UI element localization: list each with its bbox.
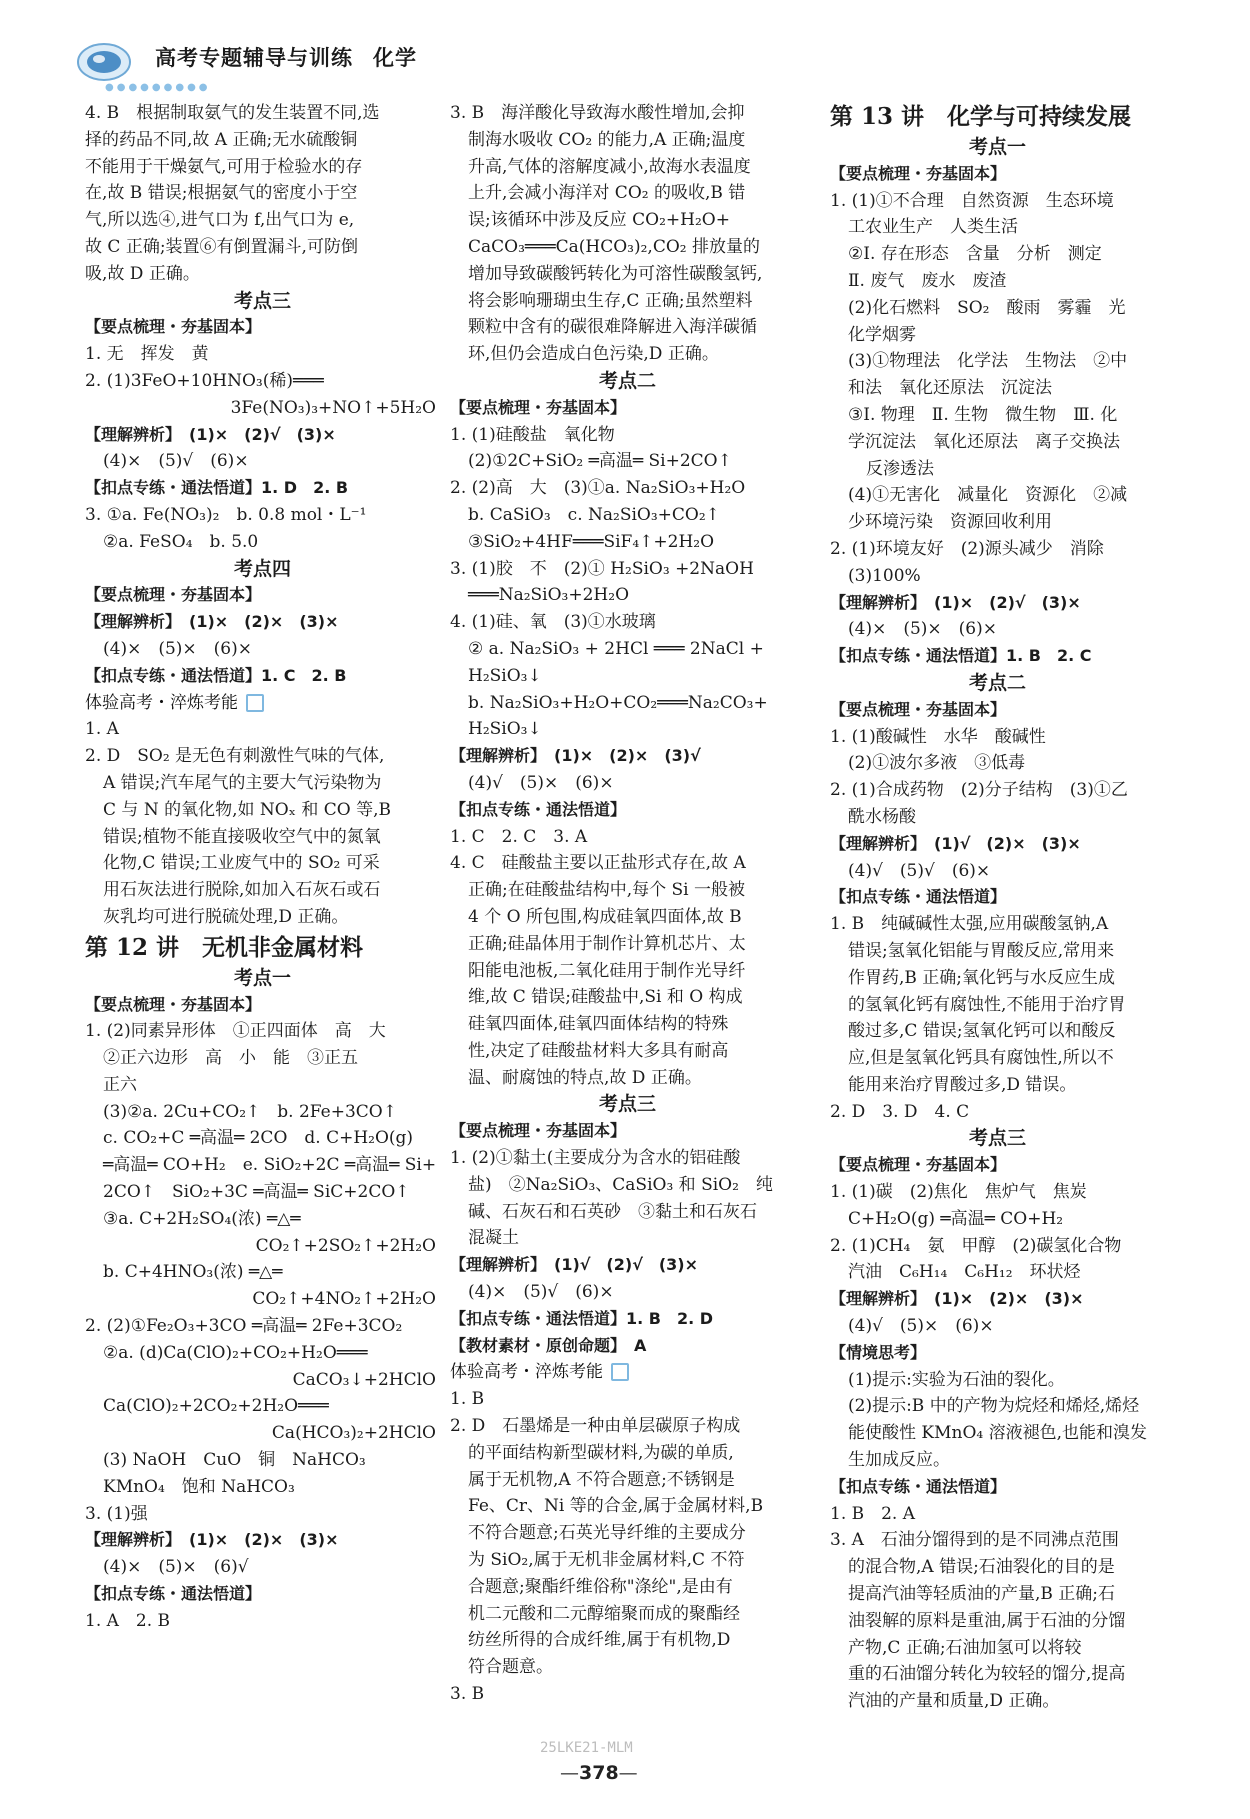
- section-heading: 【扣点专练・通法悟道】: [450, 799, 627, 819]
- text-line: 吸,故 D 正确。: [85, 263, 200, 284]
- topic-heading: 考点一: [233, 966, 291, 989]
- text-line: ═══Na₂SiO₃+2H₂O: [468, 585, 630, 606]
- section-heading: 【理解辨析】 (1)× (2)× (3)×: [830, 1289, 1084, 1309]
- text-line: (4)√ (5)× (6)×: [468, 772, 614, 793]
- text-line: 误;该循环中涉及反应 CO₂+H₂O+: [468, 210, 730, 231]
- header-dots: ●●●●●●●●●: [105, 82, 211, 93]
- column-middle: [450, 100, 805, 1708]
- text-line: 提高汽油等轻质油的产量,B 正确;石: [848, 1584, 1116, 1605]
- text-line: 错误;植物不能直接吸收空气中的氮氧: [103, 826, 381, 847]
- topic-heading: 考点二: [598, 369, 656, 392]
- text-line: ═高温═ CO+H₂ e. SiO₂+2C ═高温═ Si+: [103, 1155, 437, 1176]
- text-line: 重的石油馏分转化为较轻的馏分,提高: [848, 1664, 1126, 1685]
- section-heading: 【理解辨析】 (1)√ (2)√ (3)×: [450, 1255, 699, 1275]
- text-line: 硅氧四面体,硅氧四面体结构的特殊: [468, 1014, 729, 1035]
- text-line: 应,但是氢氧化钙具有腐蚀性,所以不: [848, 1048, 1114, 1069]
- text-line: KMnO₄ 饱和 NaHCO₃: [103, 1476, 295, 1497]
- text-line: 碱、石灰石和石英砂 ③黏土和石灰石: [468, 1201, 757, 1222]
- topic-heading: 考点二: [968, 671, 1026, 694]
- text-line: 升高,气体的溶解度减小,故海水表温度: [468, 156, 751, 177]
- text-line: 2. (2)①Fe₂O₃+3CO ═高温═ 2Fe+3CO₂: [85, 1316, 403, 1337]
- section-heading: 【理解辨析】 (1)× (2)× (3)×: [85, 612, 339, 632]
- chapter-title: 第 13 讲 化学与可持续发展: [830, 103, 1132, 130]
- text-line: 2. D SO₂ 是无色有刺激性气味的气体,: [85, 746, 385, 767]
- section-heading: 【扣点专练・通法悟道】1. C 2. B: [85, 665, 347, 685]
- section-heading: 【要点梳理・夯基固本】: [85, 994, 262, 1014]
- section-heading: 【教材素材・原创命题】 A: [450, 1335, 647, 1355]
- text-line: 1. (2)同素异形体 ①正四面体 高 大: [85, 1021, 386, 1042]
- section-heading: 【要点梳理・夯基固本】: [85, 317, 262, 337]
- text-line: 反渗透法: [866, 458, 934, 479]
- section-heading: 【扣点专练・通法悟道】1. D 2. B: [85, 478, 349, 498]
- text-line: 上升,会减小海洋对 CO₂ 的吸收,B 错: [468, 183, 746, 204]
- text-line: 不能用于干燥氨气,可用于检验水的存: [85, 156, 363, 177]
- text-line: 2. D 石墨烯是一种由单层碳原子构成: [450, 1416, 741, 1437]
- text-line: 气,所以选④,进气口为 f,出气口为 e,: [85, 210, 355, 231]
- practice-banner: 体验高考・淬炼考能: [450, 1359, 805, 1386]
- text-line: ③a. C+2H₂SO₄(浓) ═△═: [103, 1208, 301, 1229]
- text-line: 阳能电池板,二氧化硅用于制作光导纤: [468, 960, 746, 981]
- page-header: [75, 36, 1215, 100]
- section-heading: 【扣点专练・通法悟道】1. B 2. C: [830, 646, 1092, 666]
- text-line: A 错误;汽车尾气的主要大气污染物为: [103, 772, 382, 793]
- text-line: 制海水吸收 CO₂ 的能力,A 正确;温度: [468, 129, 746, 150]
- topic-heading: 考点三: [598, 1093, 656, 1116]
- text-line: CO₂↑+2SO₂↑+2H₂O: [255, 1235, 436, 1256]
- text-line: ③Ⅰ. 物理 Ⅱ. 生物 微生物 Ⅲ. 化: [848, 404, 1118, 425]
- text-line: 错误;氢氧化铝能与胃酸反应,常用来: [848, 940, 1115, 961]
- text-line: ②a. (d)Ca(ClO)₂+CO₂+H₂O═══: [103, 1342, 368, 1363]
- text-line: (4)①无害化 减量化 资源化 ②减: [848, 485, 1128, 506]
- text-line: 3. B: [450, 1684, 485, 1705]
- text-line: ② a. Na₂SiO₃ + 2HCl ═══ 2NaCl +: [468, 638, 764, 659]
- text-line: 4 个 O 所包围,构成硅氧四面体,故 B: [468, 906, 742, 927]
- topic-heading: 考点一: [968, 136, 1026, 158]
- text-line: 混凝土: [468, 1228, 519, 1249]
- text-line: (4)× (5)√ (6)×: [103, 451, 249, 472]
- print-code: 25LKE21-MLM: [540, 1740, 633, 1756]
- text-line: 为 SiO₂,属于无机非金属材料,C 不符: [468, 1550, 745, 1571]
- text-line: 生加成反应。: [848, 1450, 950, 1471]
- text-line: (1)提示:实验为石油的裂化。: [848, 1369, 1065, 1390]
- text-line: (3)①物理法 化学法 生物法 ②中: [848, 351, 1128, 372]
- text-line: Fe、Cr、Ni 等的合金,属于金属材料,B: [468, 1496, 764, 1517]
- text-line: 3. B 海洋酸化导致海水酸性增加,会抑: [450, 103, 745, 123]
- topic-heading: 考点四: [233, 557, 291, 580]
- text-line: 环,但仍会造成白色污染,D 正确。: [468, 344, 719, 365]
- section-heading: 【要点梳理・夯基固本】: [830, 1155, 1007, 1175]
- text-line: 1. B 纯碱碱性太强,应用碳酸氢钠,A: [830, 914, 1109, 935]
- text-line: (4)× (5)× (6)√: [103, 1557, 249, 1578]
- section-heading: 【扣点专练・通法悟道】1. B 2. D: [450, 1308, 714, 1328]
- section-heading: 【理解辨析】 (1)× (2)√ (3)×: [85, 424, 336, 444]
- text-line: 盐) ②Na₂SiO₃、CaSiO₃ 和 SiO₂ 纯: [468, 1174, 773, 1195]
- text-line: H₂SiO₃↓: [468, 665, 542, 686]
- text-line: C 与 N 的氧化物,如 NOₓ 和 CO 等,B: [103, 799, 391, 820]
- text-line: 酸过多,C 错误;氢氧化钙可以和酸反: [848, 1021, 1116, 1042]
- text-line: 3. (1)强: [85, 1503, 148, 1524]
- text-line: C+H₂O(g) ═高温═ CO+H₂: [848, 1208, 1064, 1229]
- text-line: 2CO↑ SiO₂+3C ═高温═ SiC+2CO↑: [103, 1182, 410, 1203]
- text-line: 1. (1)①不合理 自然资源 生态环境: [830, 190, 1114, 211]
- text-line: 产物,C 正确;石油加氢可以将较: [848, 1637, 1082, 1658]
- text-line: 1. (2)①黏土(主要成分为含水的铝硅酸: [450, 1148, 741, 1169]
- text-line: 故 C 正确;装置⑥有倒置漏斗,可防倒: [85, 236, 358, 257]
- text-line: 汽油 C₆H₁₄ C₆H₁₂ 环状烃: [848, 1262, 1081, 1283]
- text-line: 1. (1)硅酸盐 氧化物: [450, 424, 615, 445]
- section-heading: 【理解辨析】 (1)× (2)√ (3)×: [830, 592, 1081, 612]
- text-line: 择的药品不同,故 A 正确;无水硫酸铜: [85, 129, 358, 150]
- page-number: —378—: [560, 1762, 638, 1784]
- text-line: 2. (2)高 大 (3)①a. Na₂SiO₃+H₂O: [450, 478, 746, 499]
- text-line: (4)× (5)√ (6)×: [468, 1282, 614, 1303]
- section-heading: 【理解辨析】 (1)× (2)× (3)×: [85, 1530, 339, 1550]
- text-line: CaCO₃↓+2HClO: [292, 1369, 436, 1390]
- text-line: 2. (1)CH₄ 氨 甲醇 (2)碳氢化合物: [830, 1235, 1122, 1256]
- text-line: 和法 氧化还原法 沉淀法: [848, 378, 1052, 399]
- text-line: 合题意;聚酯纤维俗称"涤纶",是由有: [468, 1576, 733, 1597]
- text-line: 2. D 3. D 4. C: [830, 1101, 970, 1122]
- text-line: 1. A 2. B: [85, 1610, 171, 1631]
- text-line: (2)化石燃料 SO₂ 酸雨 雾霾 光: [848, 297, 1126, 318]
- text-line: b. CaSiO₃ c. Na₂SiO₃+CO₂↑: [468, 504, 720, 525]
- text-line: (4)√ (5)× (6)×: [848, 1316, 994, 1337]
- text-line: 1. (1)碳 (2)焦化 焦炉气 焦炭: [830, 1182, 1087, 1203]
- banner-marker-icon: [246, 694, 264, 712]
- text-line: b. C+4HNO₃(浓) ═△═: [103, 1262, 283, 1283]
- text-line: 温、耐腐蚀的特点,故 D 正确。: [468, 1067, 702, 1088]
- text-line: 正确;硅晶体用于制作计算机芯片、太: [468, 933, 746, 954]
- text-line: CaCO₃═══Ca(HCO₃)₂,CO₂ 排放量的: [468, 236, 760, 257]
- section-heading: 【要点梳理・夯基固本】: [85, 585, 262, 605]
- text-line: Ca(HCO₃)₂+2HClO: [271, 1423, 436, 1444]
- text-line: 的氢氧化钙有腐蚀性,不能用于治疗胃: [848, 994, 1126, 1015]
- text-line: 化学烟雾: [848, 324, 916, 345]
- text-line: (4)× (5)× (6)×: [848, 619, 997, 640]
- text-line: 1. B: [450, 1389, 485, 1410]
- text-line: 维,故 C 错误;硅酸盐中,Si 和 O 构成: [468, 987, 743, 1008]
- text-line: 工农业生产 人类生活: [848, 217, 1018, 238]
- section-heading: 【情境思考】: [830, 1342, 927, 1362]
- text-line: 4. C 硅酸盐主要以正盐形式存在,故 A: [450, 853, 746, 874]
- text-line: 颗粒中含有的碳很难降解进入海洋碳循: [468, 317, 757, 338]
- text-line: 符合题意。: [468, 1657, 553, 1678]
- banner-marker-icon: [611, 1363, 629, 1381]
- text-line: c. CO₂+C ═高温═ 2CO d. C+H₂O(g): [103, 1128, 414, 1149]
- text-line: ②a. FeSO₄ b. 5.0: [103, 531, 259, 552]
- text-line: 将会影响珊瑚虫生存,C 正确;虽然塑料: [468, 290, 753, 311]
- text-line: (2)①2C+SiO₂ ═高温═ Si+2CO↑: [468, 451, 732, 472]
- section-heading: 【要点梳理・夯基固本】: [830, 699, 1007, 719]
- text-line: 增加导致碳酸钙转化为可溶性碳酸氢钙,: [468, 263, 763, 284]
- section-heading: 【要点梳理・夯基固本】: [450, 1121, 627, 1141]
- text-line: 灰乳均可进行脱硫处理,D 正确。: [103, 906, 349, 927]
- text-line: 的平面结构新型碳材料,为碳的单质,: [468, 1442, 734, 1463]
- text-line: 酰水杨酸: [848, 806, 916, 827]
- text-line: 1. C 2. C 3. A: [450, 826, 588, 847]
- text-line: (3)100%: [848, 565, 921, 586]
- text-line: 4. B 根据制取氨气的发生装置不同,选: [85, 103, 380, 123]
- section-heading: 【理解辨析】 (1)× (2)× (3)√: [450, 746, 701, 766]
- text-line: (3) NaOH CuO 铜 NaHCO₃: [103, 1450, 366, 1471]
- section-heading: 【理解辨析】 (1)√ (2)× (3)×: [830, 833, 1081, 853]
- text-line: 1. 无 挥发 黄: [85, 344, 209, 365]
- text-line: 3. ①a. Fe(NO₃)₂ b. 0.8 mol・L⁻¹: [85, 504, 367, 525]
- text-line: 的混合物,A 错误;石油裂化的目的是: [848, 1557, 1115, 1578]
- column-right: [830, 100, 1165, 1715]
- text-line: 油裂解的原料是重油,属于石油的分馏: [848, 1610, 1126, 1631]
- text-line: 4. (1)硅、氧 (3)①水玻璃: [450, 612, 656, 633]
- topic-heading: 考点三: [233, 289, 291, 312]
- text-line: (3)②a. 2Cu+CO₂↑ b. 2Fe+3CO↑: [103, 1101, 397, 1122]
- header-title: [155, 42, 417, 72]
- text-line: 化物,C 错误;工业废气中的 SO₂ 可采: [103, 853, 380, 874]
- text-line: (4)√ (5)√ (6)×: [848, 860, 991, 881]
- book-logo-icon: [75, 40, 133, 84]
- text-line: 作胃药,B 正确;氧化钙与水反应生成: [848, 967, 1116, 988]
- text-line: 学沉淀法 氧化还原法 离子交换法: [848, 431, 1120, 452]
- text-line: b. Na₂SiO₃+H₂O+CO₂═══Na₂CO₃+: [468, 692, 768, 713]
- text-line: 1. (1)酸碱性 水华 酸碱性: [830, 726, 1046, 747]
- text-line: 机二元酸和二元醇缩聚而成的聚酯经: [468, 1603, 740, 1624]
- text-line: ③SiO₂+4HF═══SiF₄↑+2H₂O: [468, 531, 715, 552]
- text-line: 1. A: [85, 719, 119, 740]
- text-line: 正确;在硅酸盐结构中,每个 Si 一般被: [468, 880, 746, 901]
- text-line: ②正六边形 高 小 能 ③正五: [103, 1048, 358, 1069]
- text-line: 2. (1)合成药物 (2)分子结构 (3)①乙: [830, 780, 1128, 801]
- text-line: ②Ⅰ. 存在形态 含量 分析 测定: [848, 244, 1102, 265]
- column-left: [85, 100, 440, 1635]
- text-line: 纺丝所得的合成纤维,属于有机物,D: [468, 1630, 731, 1651]
- text-line: 3. A 石油分馏得到的是不同沸点范围: [830, 1530, 1119, 1551]
- text-line: Ⅱ. 废气 废水 废渣: [848, 270, 1007, 291]
- section-heading: 【要点梳理・夯基固本】: [450, 397, 627, 417]
- text-line: 3. (1)胶 不 (2)① H₂SiO₃ +2NaOH: [450, 558, 754, 579]
- text-line: Ca(ClO)₂+2CO₂+2H₂O═══: [103, 1396, 329, 1417]
- text-line: CO₂↑+4NO₂↑+2H₂O: [252, 1289, 436, 1310]
- text-line: 能使酸性 KMnO₄ 溶液褪色,也能和溴发: [848, 1423, 1148, 1444]
- text-line: 用石灰法进行脱除,如加入石灰石或石: [103, 880, 381, 901]
- text-line: 在,故 B 错误;根据氨气的密度小于空: [85, 183, 358, 204]
- page-number-value: 378: [579, 1762, 619, 1784]
- subject-label: 化学: [373, 46, 417, 70]
- text-line: H₂SiO₃↓: [468, 719, 542, 740]
- text-line: 2. (1)环境友好 (2)源头减少 消除: [830, 538, 1104, 559]
- section-heading: 【扣点专练・通法悟道】: [85, 1584, 262, 1604]
- section-heading: 【要点梳理・夯基固本】: [830, 163, 1007, 183]
- text-line: (2)提示:B 中的产物为烷烃和烯烃,烯烃: [848, 1396, 1140, 1417]
- text-line: 性,决定了硅酸盐材料大多具有耐高: [468, 1040, 729, 1061]
- text-line: (4)× (5)× (6)×: [103, 638, 252, 659]
- book-title: 高考专题辅导与训练: [155, 46, 353, 70]
- practice-banner: 体验高考・淬炼考能: [85, 690, 440, 717]
- text-line: 3Fe(NO₃)₃+NO↑+5H₂O: [230, 397, 436, 418]
- text-line: 少环境污染 资源回收利用: [848, 512, 1052, 533]
- topic-heading: 考点三: [968, 1127, 1026, 1150]
- text-line: 不符合题意;石英光导纤维的主要成分: [468, 1523, 746, 1544]
- chapter-title: 第 12 讲 无机非金属材料: [85, 933, 364, 961]
- text-line: (2)①波尔多液 ③低毒: [848, 753, 1026, 774]
- text-line: 汽油的产量和质量,D 正确。: [848, 1691, 1060, 1712]
- text-line: 1. B 2. A: [830, 1503, 916, 1524]
- section-heading: 【扣点专练・通法悟道】: [830, 887, 1007, 907]
- section-heading: 【扣点专练・通法悟道】: [830, 1476, 1007, 1496]
- text-line: 属于无机物,A 不符合题意;不锈钢是: [468, 1469, 735, 1490]
- text-line: 2. (1)3FeO+10HNO₃(稀)═══: [85, 370, 324, 391]
- text-line: 能用来治疗胃酸过多,D 错误。: [848, 1074, 1077, 1095]
- text-line: 正六: [103, 1074, 137, 1095]
